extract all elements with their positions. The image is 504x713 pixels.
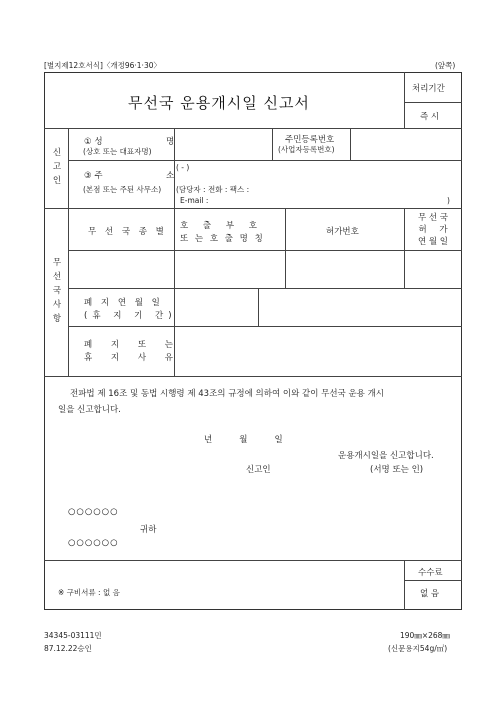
contact-close-paren: ) xyxy=(447,196,450,205)
station-col2-divider xyxy=(285,208,286,288)
fee-divider xyxy=(404,560,405,610)
address-sub-label: (본점 또는 주된 사무소) xyxy=(83,185,162,194)
contact-line: (담당자 : 전화 : 팩스 : xyxy=(176,185,250,194)
applicant-section-label: 신 고 인 xyxy=(52,148,62,186)
processing-period-value: 즉 시 xyxy=(420,112,440,122)
address-label: ③ 주 소 xyxy=(84,171,175,181)
station-label-divider xyxy=(68,208,69,376)
name-sub-label: (상호 또는 대표자명) xyxy=(83,147,152,156)
form-number: [별지제12호서식]〈개정96·1·30〉 xyxy=(44,61,161,70)
closure-period-label: (휴 지 기 간) xyxy=(84,311,177,321)
station-bottom-line xyxy=(44,376,462,377)
report-date: 년 월 일 xyxy=(204,435,283,445)
statement-line-1: 전파법 제 16조 및 동법 시행령 제 43조의 규정에 의하여 이와 같이 무선국 운용 개시 xyxy=(70,389,385,399)
footer-top-line xyxy=(44,560,462,561)
call-sign-header-1: 호 출 부 호 xyxy=(180,221,257,231)
name-label: ① 성 명 xyxy=(84,137,175,147)
processing-divider xyxy=(404,72,405,128)
fee-label: 수수료 xyxy=(418,568,443,578)
applicant-label-divider xyxy=(68,128,69,208)
fee-line xyxy=(404,580,462,581)
closure-reason-label-2: 휴 지 사 유 xyxy=(84,353,176,363)
page-side-label: (앞쪽) xyxy=(435,61,456,70)
processing-period-label: 처리기간 xyxy=(412,84,445,94)
signature-field[interactable]: (서명 또는 인) xyxy=(370,465,424,475)
title-bottom-line xyxy=(44,128,462,129)
report-statement: 운용개시일을 신고합니다. xyxy=(338,451,434,461)
form-title: 무선국 운용개시일 신고서 xyxy=(128,94,310,112)
closure-reason-label-1: 폐 지 또 는 xyxy=(84,340,177,350)
approval-date: 87.12.22승인 xyxy=(44,644,92,653)
permit-number-header: 허가번호 xyxy=(326,227,359,237)
station-header-line xyxy=(68,250,462,251)
call-sign-header-2: 또 는 호 출 명 칭 xyxy=(180,234,265,244)
regno-divider-left xyxy=(272,128,273,160)
station-row-line xyxy=(68,288,462,289)
permit-date-header: 무 선 국 허 가 연 월 일 xyxy=(417,213,449,247)
station-type-header: 무 선 국 종 별 xyxy=(88,227,167,237)
regno-sub-label: (사업자등록번호) xyxy=(278,145,335,154)
reporter-label: 신고인 xyxy=(246,465,271,475)
addressee-line-1: ○○○○○○ xyxy=(68,507,119,517)
station-col3-divider xyxy=(404,208,405,288)
paper-size: 190㎜×268㎜ xyxy=(400,631,450,640)
processing-line xyxy=(404,102,462,103)
phone-placeholder: ( - ) xyxy=(176,163,190,172)
fee-value: 없 음 xyxy=(420,589,440,599)
addressee-line-2: ○○○○○○ xyxy=(68,538,119,548)
closure-line xyxy=(68,326,462,327)
closure-divider xyxy=(258,288,259,326)
station-section-label: 무 선 국 사 항 xyxy=(52,258,62,324)
form-code: 34345-03111민 xyxy=(44,631,102,640)
applicant-mid-line xyxy=(68,160,462,161)
applicant-bottom-line xyxy=(44,208,462,209)
statement-line-2: 일을 신고합니다. xyxy=(58,405,121,415)
closure-date-label: 폐 지 연 월 일 xyxy=(84,298,163,308)
paper-spec: (신문용지54g/㎡) xyxy=(388,644,448,653)
regno-divider-right xyxy=(350,128,351,160)
required-documents: ※ 구비서류 : 없 음 xyxy=(58,588,120,597)
regno-label: 주민등록번호 xyxy=(285,135,335,145)
addressee-honorific: 귀하 xyxy=(140,525,157,535)
email-line: E-mail : xyxy=(180,196,209,205)
